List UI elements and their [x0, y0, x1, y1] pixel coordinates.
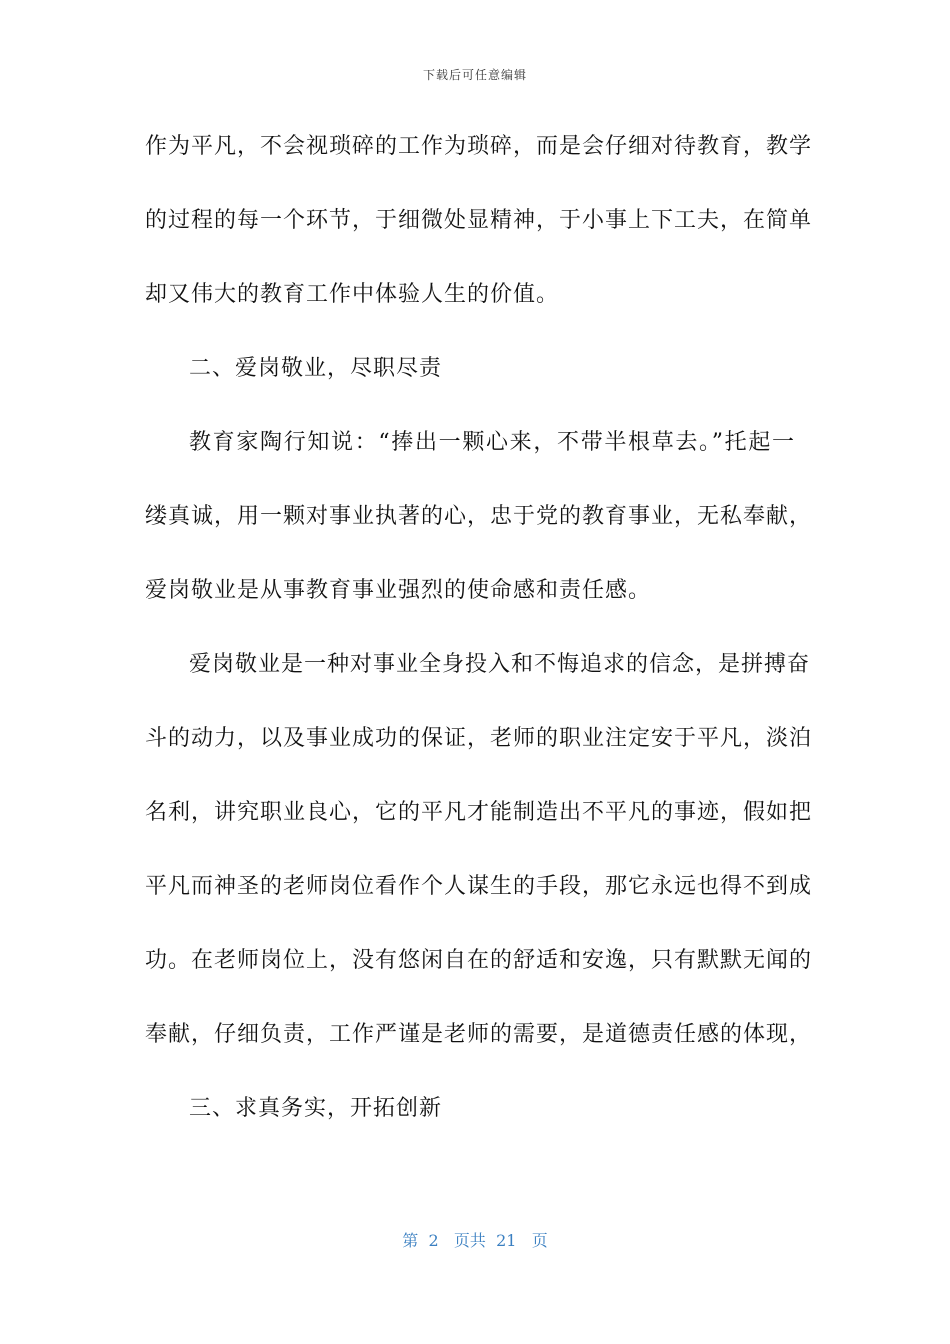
- section-heading: 二、爱岗敬业，尽职尽责: [189, 356, 443, 381]
- paragraph-line: 却又伟大的教育工作中体验人生的价值。: [145, 282, 560, 307]
- section-heading: 三、求真务实，开拓创新: [189, 1096, 443, 1121]
- paragraph-line: 功。在老师岗位上，没有悠闲自在的舒适和安逸，只有默默无闻的: [145, 948, 813, 973]
- page-number-footer: 第 2 页共 21 页: [402, 1231, 548, 1250]
- paragraph-line: 的过程的每一个环节，于细微处显精神，于小事上下工夫，在简单: [145, 208, 813, 233]
- paragraph-line: 爱岗敬业是一种对事业全身投入和不悔追求的信念，是拼搏奋: [189, 652, 811, 677]
- document-body: [145, 125, 813, 1161]
- paragraph-line: 平凡而神圣的老师岗位看作个人谋生的手段，那它永远也得不到成: [145, 874, 813, 899]
- paragraph-line: 教育家陶行知说：“捧出一颗心来，不带半根草去。”托起一: [189, 430, 795, 455]
- paragraph-line: 斗的动力，以及事业成功的保证，老师的职业注定安于平凡，淡泊: [145, 726, 813, 751]
- paragraph-line: 爱岗敬业是从事教育事业强烈的使命感和责任感。: [145, 578, 652, 603]
- paragraph-line: 名利，讲究职业良心，它的平凡才能制造出不平凡的事迹，假如把: [145, 800, 813, 825]
- paragraph-line: 缕真诚，用一颗对事业执著的心，忠于党的教育事业，无私奉献，: [145, 504, 813, 529]
- page-header: 下载后可任意编辑: [422, 68, 527, 82]
- paragraph-line: 作为平凡，不会视琐碎的工作为琐碎，而是会仔细对待教育，教学: [145, 134, 813, 159]
- paragraph-line: 奉献，仔细负责，工作严谨是老师的需要，是道德责任感的体现，: [145, 1022, 813, 1047]
